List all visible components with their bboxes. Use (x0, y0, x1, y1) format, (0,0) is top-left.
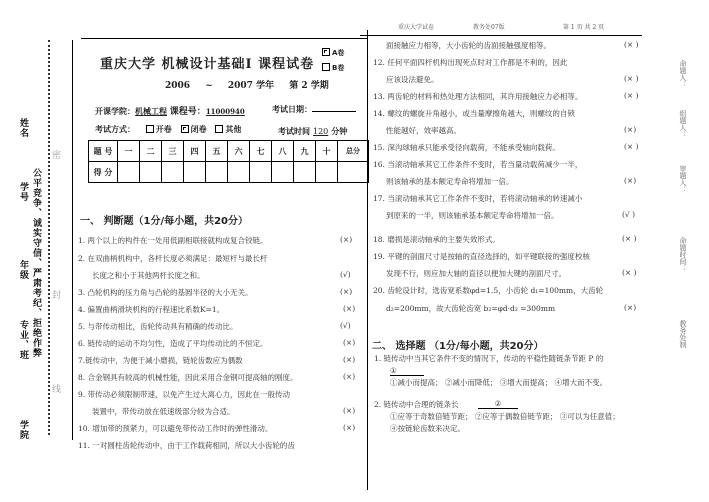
course-no-value: 11000940 (205, 107, 245, 116)
score-col-8: 八 (272, 141, 294, 162)
mode-other-label: 其他 (225, 125, 242, 134)
score-col-1: 一 (118, 141, 140, 162)
q17-text: 17. 当滚动轴承其它工作条件不变时，若将滚动轴承的转速减小 (373, 194, 583, 203)
option-b-label: B卷 (332, 64, 345, 72)
mc2-stem: 2. 链传动中合理的链条长 (374, 400, 459, 409)
option-a-label: A卷 (332, 49, 345, 57)
seal-dotted-line (48, 40, 50, 435)
q19-text: 19. 平键的剖面尺寸是按轴的直径选择的，如平键联接的强度校核 (373, 252, 590, 261)
q9-text-cont: 装置中，带传动放在低速级部分较为合适。 (92, 407, 235, 416)
semester: 第 2 学期 (289, 81, 329, 91)
total-score-label: 总分 (338, 141, 369, 162)
academic-year (165, 78, 341, 91)
q16-text: 16. 当滚动轴承其它工作条件不变时，若当量动载荷减少一半， (373, 160, 583, 169)
mc2-blank[interactable]: ② (478, 399, 518, 409)
score-cell-total[interactable] (338, 162, 369, 183)
q7-text: 7.链传动中，为便于减小磨损，链轮齿数应为偶数 (78, 356, 243, 365)
paper-option-b[interactable] (322, 63, 344, 73)
q13-text: 13. 两齿轮的材料和热处理方法相同，其许用接触应力必相等。 (373, 92, 583, 101)
mode-closed-label: 闭卷 (190, 125, 207, 134)
year-to: 2007 学年 (227, 81, 275, 91)
q3-text: 3. 凸轮机构的压力角与凸轮的基圆半径的大小无关。 (78, 288, 253, 297)
score-col-3: 三 (162, 141, 184, 162)
checkbox-other[interactable] (215, 125, 223, 133)
binding-label-college: 学院 (18, 420, 28, 440)
q16-answer: (×) (624, 176, 637, 185)
q6-text: 6. 链传动的运动不均匀性，造成了平均传动比的不恒定。 (78, 339, 268, 348)
q14-text-cont: 性能越好，效率越高。 (386, 126, 461, 135)
college-value: 机械工程 (135, 107, 167, 116)
header-rule (360, 35, 642, 36)
mode-open-option[interactable] (146, 125, 172, 134)
score-col-2: 二 (140, 141, 162, 162)
score-cell-1[interactable] (118, 162, 140, 183)
binding-label-major-class: 专业、班 (18, 320, 28, 360)
mc2-options-line1: ①应等于奇数倍链节距； ②应等于偶数倍链节距； ③可以为任意值； (390, 412, 620, 421)
q7-answer: (×) (343, 355, 356, 364)
mc2-options-line2: ④按链轮齿数来决定。 (390, 424, 465, 433)
checkbox-open[interactable] (146, 125, 154, 133)
score-cell-9[interactable] (294, 162, 316, 183)
college-label: 开课学院： (95, 107, 135, 116)
question-number-label: 题 号 (89, 141, 118, 162)
q15-answer: (× ) (624, 142, 639, 151)
proposal-time-label: 命题时间： (679, 237, 687, 272)
integrity-notice: 公平竞争、诚实守信、严肃考纪、拒绝作弊 (31, 168, 41, 358)
q2-text: 2. 在双曲柄机构中，各杆长度必须满足：最短杆与最长杆 (78, 254, 268, 263)
q17-answer: (√ ) (622, 210, 636, 219)
q8-answer: (×) (343, 372, 356, 381)
checkbox-a[interactable] (322, 48, 330, 56)
proposer-label: 命题人： (679, 60, 687, 88)
college-field (95, 104, 245, 117)
q6-answer: (×) (343, 338, 356, 347)
q8-text: 8. 合金钢具有较高的机械性能，因此采用合金钢可提高轴的刚度。 (78, 373, 298, 382)
q20-text: 20. 齿轮设计时，选齿宽系数φd=1.5，小齿轮 d₁=100mm，大齿轮 (373, 286, 604, 295)
score-row-label: 得 分 (89, 162, 118, 183)
score-cell-4[interactable] (184, 162, 206, 183)
checkbox-closed[interactable] (181, 125, 189, 133)
q9-text: 9. 带传动必须限制带速，以免产生过大离心力，因此在一般传动 (78, 390, 291, 399)
score-cell-8[interactable] (272, 162, 294, 183)
q2-text-cont: 长度之和小于其他两杆长度之和。 (92, 271, 205, 280)
q10-answer: (×) (343, 423, 356, 432)
score-cell-3[interactable] (162, 162, 184, 183)
exam-time-label: 考试时间 (278, 127, 310, 136)
q1-answer: (×) (340, 235, 353, 244)
q14-answer: (×) (624, 125, 637, 134)
q14-text: 14. 螺纹的螺旋升角越小，或当量摩擦角越大，则螺纹的自锁 (373, 109, 575, 118)
exam-date-input[interactable] (312, 111, 356, 112)
header-page-info: 第 1 页 共 2 页 (563, 24, 605, 31)
exam-title: 重庆大学 机械设计基础Ⅰ 课程试卷 (100, 57, 315, 72)
q13-answer: (× ) (624, 91, 639, 100)
score-header-row (89, 141, 369, 162)
q19-text-cont: 发现不行，则应加大轴的直径以便加大键的剖面尺寸。 (386, 269, 566, 278)
score-col-4: 四 (184, 141, 206, 162)
seal-char-xian: 线 (52, 385, 62, 395)
mc1-blank[interactable]: ① (390, 366, 424, 376)
q12-text-cont: 应该设法避免。 (386, 75, 439, 84)
mode-open-label: 开卷 (155, 125, 172, 134)
q16-text-cont: 则该轴承的基本额定寿命将增加一倍。 (386, 177, 514, 186)
mode-closed-option[interactable] (181, 125, 207, 134)
frame-top-rule (81, 38, 367, 39)
score-value-row (89, 162, 369, 183)
binding-label-name: 姓名 (18, 118, 28, 138)
year-separator: ~ (205, 81, 213, 91)
q12-answer: (× ) (624, 74, 639, 83)
binding-label-student-id: 学号 (18, 182, 28, 202)
mc1-options: ①减小而提高； ②减小而降低； ③增大而提高； ④增大而不变。 (390, 378, 608, 387)
q9-answer: (×) (343, 406, 356, 415)
section1-title: 一、 判断题（1分/每小题，共20分） (80, 216, 249, 227)
score-col-10: 十 (316, 141, 338, 162)
q1-text: 1. 两个以上的构件在一处用低副相联接就构成复合铰链。 (78, 236, 268, 245)
column-divider (367, 30, 368, 490)
q19-answer: (× ) (622, 268, 637, 277)
exam-date-label: 考试日期： (272, 105, 312, 114)
q20-text-cont: d₂=200mm，故大齿轮齿宽 b₂=φd·d₂ =300mm (386, 304, 556, 313)
seal-char-mi: 密 (52, 151, 62, 161)
q15-text: 15. 深沟球轴承只能承受径向载荷，不能承受轴向载荷。 (373, 143, 560, 152)
score-cell-10[interactable] (316, 162, 338, 183)
exam-time-unit: 分钟 (331, 127, 348, 136)
q11-text: 11. 一对圆柱齿轮传动中，由于工作载荷相同，所以大小齿轮的齿 (78, 441, 295, 450)
exam-mode-field (95, 124, 241, 135)
binding-label-grade: 年级 (18, 260, 28, 280)
q4-answer: (×) (343, 304, 356, 313)
year-from: 2006 (165, 81, 191, 91)
binding-solid-line (72, 40, 73, 440)
score-table (88, 140, 369, 183)
exam-time-field (278, 126, 347, 137)
assembler-label: 组题人： (679, 110, 687, 138)
score-cell-5[interactable] (206, 162, 228, 183)
score-cell-6[interactable] (228, 162, 250, 183)
q12-text: 12. 任何平面四杆机构出现死点时对工作都是不利的，因此 (373, 58, 568, 67)
q11-answer: (× ) (624, 40, 639, 49)
paper-option-a[interactable] (322, 48, 344, 58)
exam-date-field (272, 104, 356, 115)
exam-mode-label: 考试方式： (95, 125, 135, 134)
q2-answer: (√) (340, 270, 351, 279)
q4-text: 4. 偏置曲柄滑块机构的行程速比系数K=1。 (78, 305, 225, 314)
score-col-9: 九 (294, 141, 316, 162)
mc1-stem: 1. 链传动中当其它条件不变的情况下，传动的平稳性随链条节距 P 的 (374, 354, 604, 363)
academic-affairs-label: 教务处制 (679, 320, 687, 348)
q5-text: 5. 与带传动相比，齿轮传动具有精确的传动比。 (78, 322, 238, 331)
section2-title: 二、 选择题 （1分/每小题，共20分） (372, 341, 544, 352)
q11-text-cont: 面接触应力相等，大小齿轮的齿面接触强度相等。 (386, 41, 551, 50)
q18-answer: (× ) (622, 234, 637, 243)
header-office-version: 教务处07版 (473, 24, 505, 31)
score-cell-7[interactable] (250, 162, 272, 183)
header-school-paper: 重庆大学试卷 (398, 24, 435, 31)
score-col-7: 七 (250, 141, 272, 162)
q20-answer: (×) (624, 303, 637, 312)
q18-text: 18. 磨损是滚动轴承的主要失效形式。 (373, 235, 500, 244)
checkbox-b[interactable] (322, 63, 330, 71)
q17-text-cont: 到原来的一半，则该轴承基本额定寿命将增加一倍。 (386, 211, 559, 220)
reviewer-label: 审题人： (679, 165, 687, 193)
q3-answer: (×) (340, 287, 353, 296)
seal-char-feng: 封 (52, 291, 62, 301)
exam-time-value: 120 (313, 127, 329, 136)
q5-answer: (√) (340, 321, 351, 330)
q10-text: 10. 增加带的预紧力，可以避免带传动工作时的弹性滑动。 (78, 424, 273, 433)
score-col-6: 六 (228, 141, 250, 162)
course-no-label: 课程号： (169, 107, 206, 117)
score-col-5: 五 (206, 141, 228, 162)
mode-other-option[interactable] (215, 125, 241, 134)
score-cell-2[interactable] (140, 162, 162, 183)
